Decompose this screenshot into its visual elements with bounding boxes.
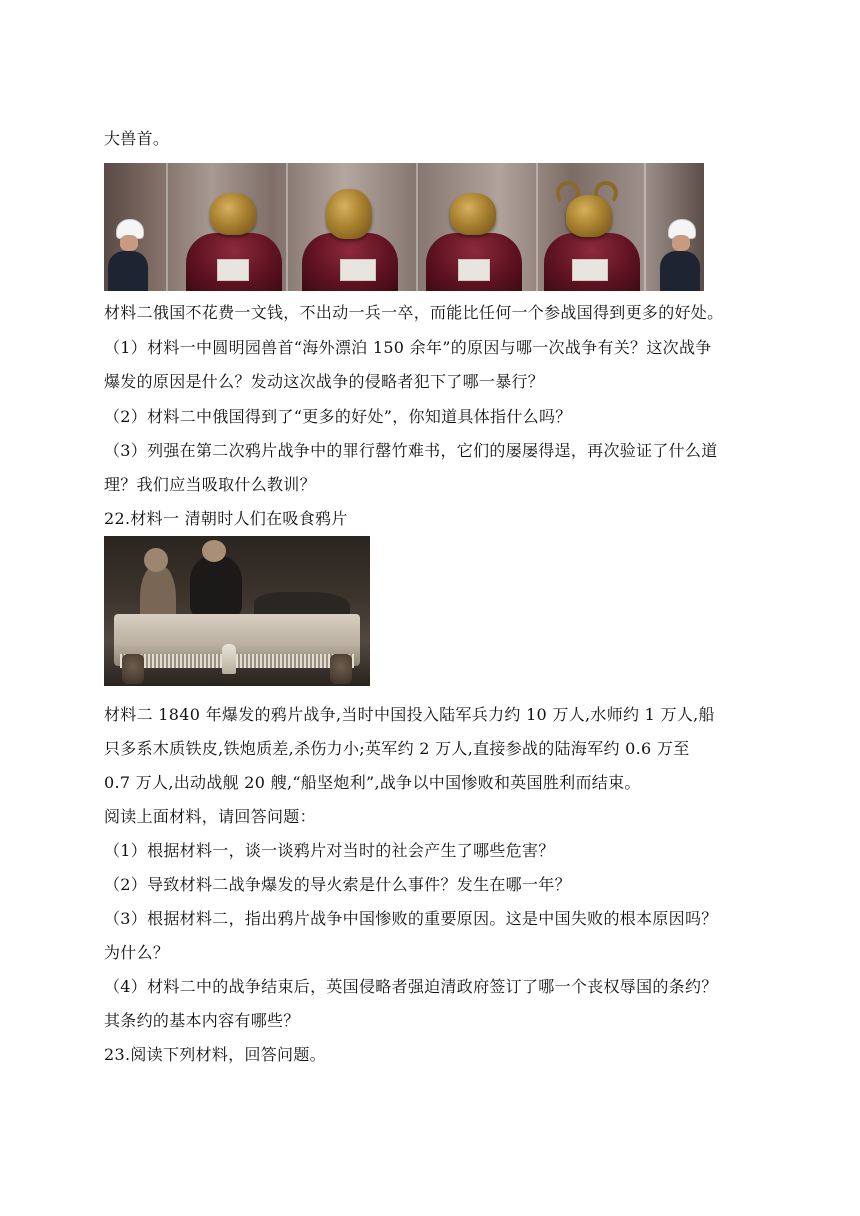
question-3-line-1: （3）列强在第二次鸦片战争中的罪行罄竹难书，它们的屡屡得逞，再次验证了什么道 — [104, 441, 718, 460]
q22-3-line-1: （3）根据材料二，指出鸦片战争中国惨败的重要原因。这是中国失败的根本原因吗？ — [104, 909, 718, 928]
instruction-line: 阅读上面材料，请回答问题： — [104, 807, 316, 826]
item-22-heading: 22.材料一 清朝时人们在吸食鸦片 — [104, 509, 348, 528]
bronze-head-2 — [326, 189, 372, 239]
question-2-line: （2）材料二中俄国得到了“更多的好处”，你知道具体指什么吗？ — [104, 407, 572, 426]
text-line-intro-end: 大兽首。 — [104, 129, 170, 148]
material-two-line-2: 只多系木质铁皮,铁炮质差,杀伤力小;英军约 2 万人,直接参战的陆海军约 0.6 万至 — [104, 739, 690, 758]
bronze-head-4 — [566, 195, 612, 237]
q22-1-line: （1）根据材料一，谈一谈鸦片对当时的社会产生了哪些危害？ — [104, 841, 555, 860]
guard-figure-right — [660, 219, 700, 291]
q22-4-line-1: （4）材料二中的战争结束后，英国侵略者强迫清政府签订了哪一个丧权辱国的条约？ — [104, 977, 718, 996]
question-1-line-1: （1）材料一中圆明园兽首“海外漂泊 150 余年”的原因与哪一次战争有关？这次战争 — [104, 338, 712, 357]
bronze-heads-photo — [104, 163, 704, 291]
question-3-line-2: 理？我们应当吸取什么教训？ — [104, 475, 316, 494]
item-23-heading: 23.阅读下列材料，回答问题。 — [104, 1045, 326, 1064]
q22-2-line: （2）导致材料二战争爆发的导火索是什么事件？发生在哪一年？ — [104, 875, 571, 894]
material-two-line-1: 材料二 1840 年爆发的鸦片战争,当时中国投入陆军兵力约 10 万人,水师约 1 万人,船 — [104, 705, 715, 724]
opium-smoking-photo — [104, 536, 370, 686]
text-line-material-two: 材料二俄国不花费一文钱，不出动一兵一卒，而能比任何一个参战国得到更多的好处。 — [104, 303, 724, 322]
guard-figure-left — [108, 219, 148, 291]
q22-4-line-2: 其条约的基本内容有哪些？ — [104, 1011, 300, 1030]
q22-3-line-2: 为什么？ — [104, 943, 170, 962]
question-1-line-2: 爆发的原因是什么？发动这次战争的侵略者犯下了哪一暴行？ — [104, 372, 545, 391]
seated-man-center — [190, 556, 242, 618]
bronze-head-3 — [450, 193, 496, 235]
material-two-line-3: 0.7 万人,出动战舰 20 艘,“船坚炮利”,战争以中国惨败和英国胜利而结束。 — [104, 773, 641, 792]
bronze-head-1 — [210, 193, 256, 235]
